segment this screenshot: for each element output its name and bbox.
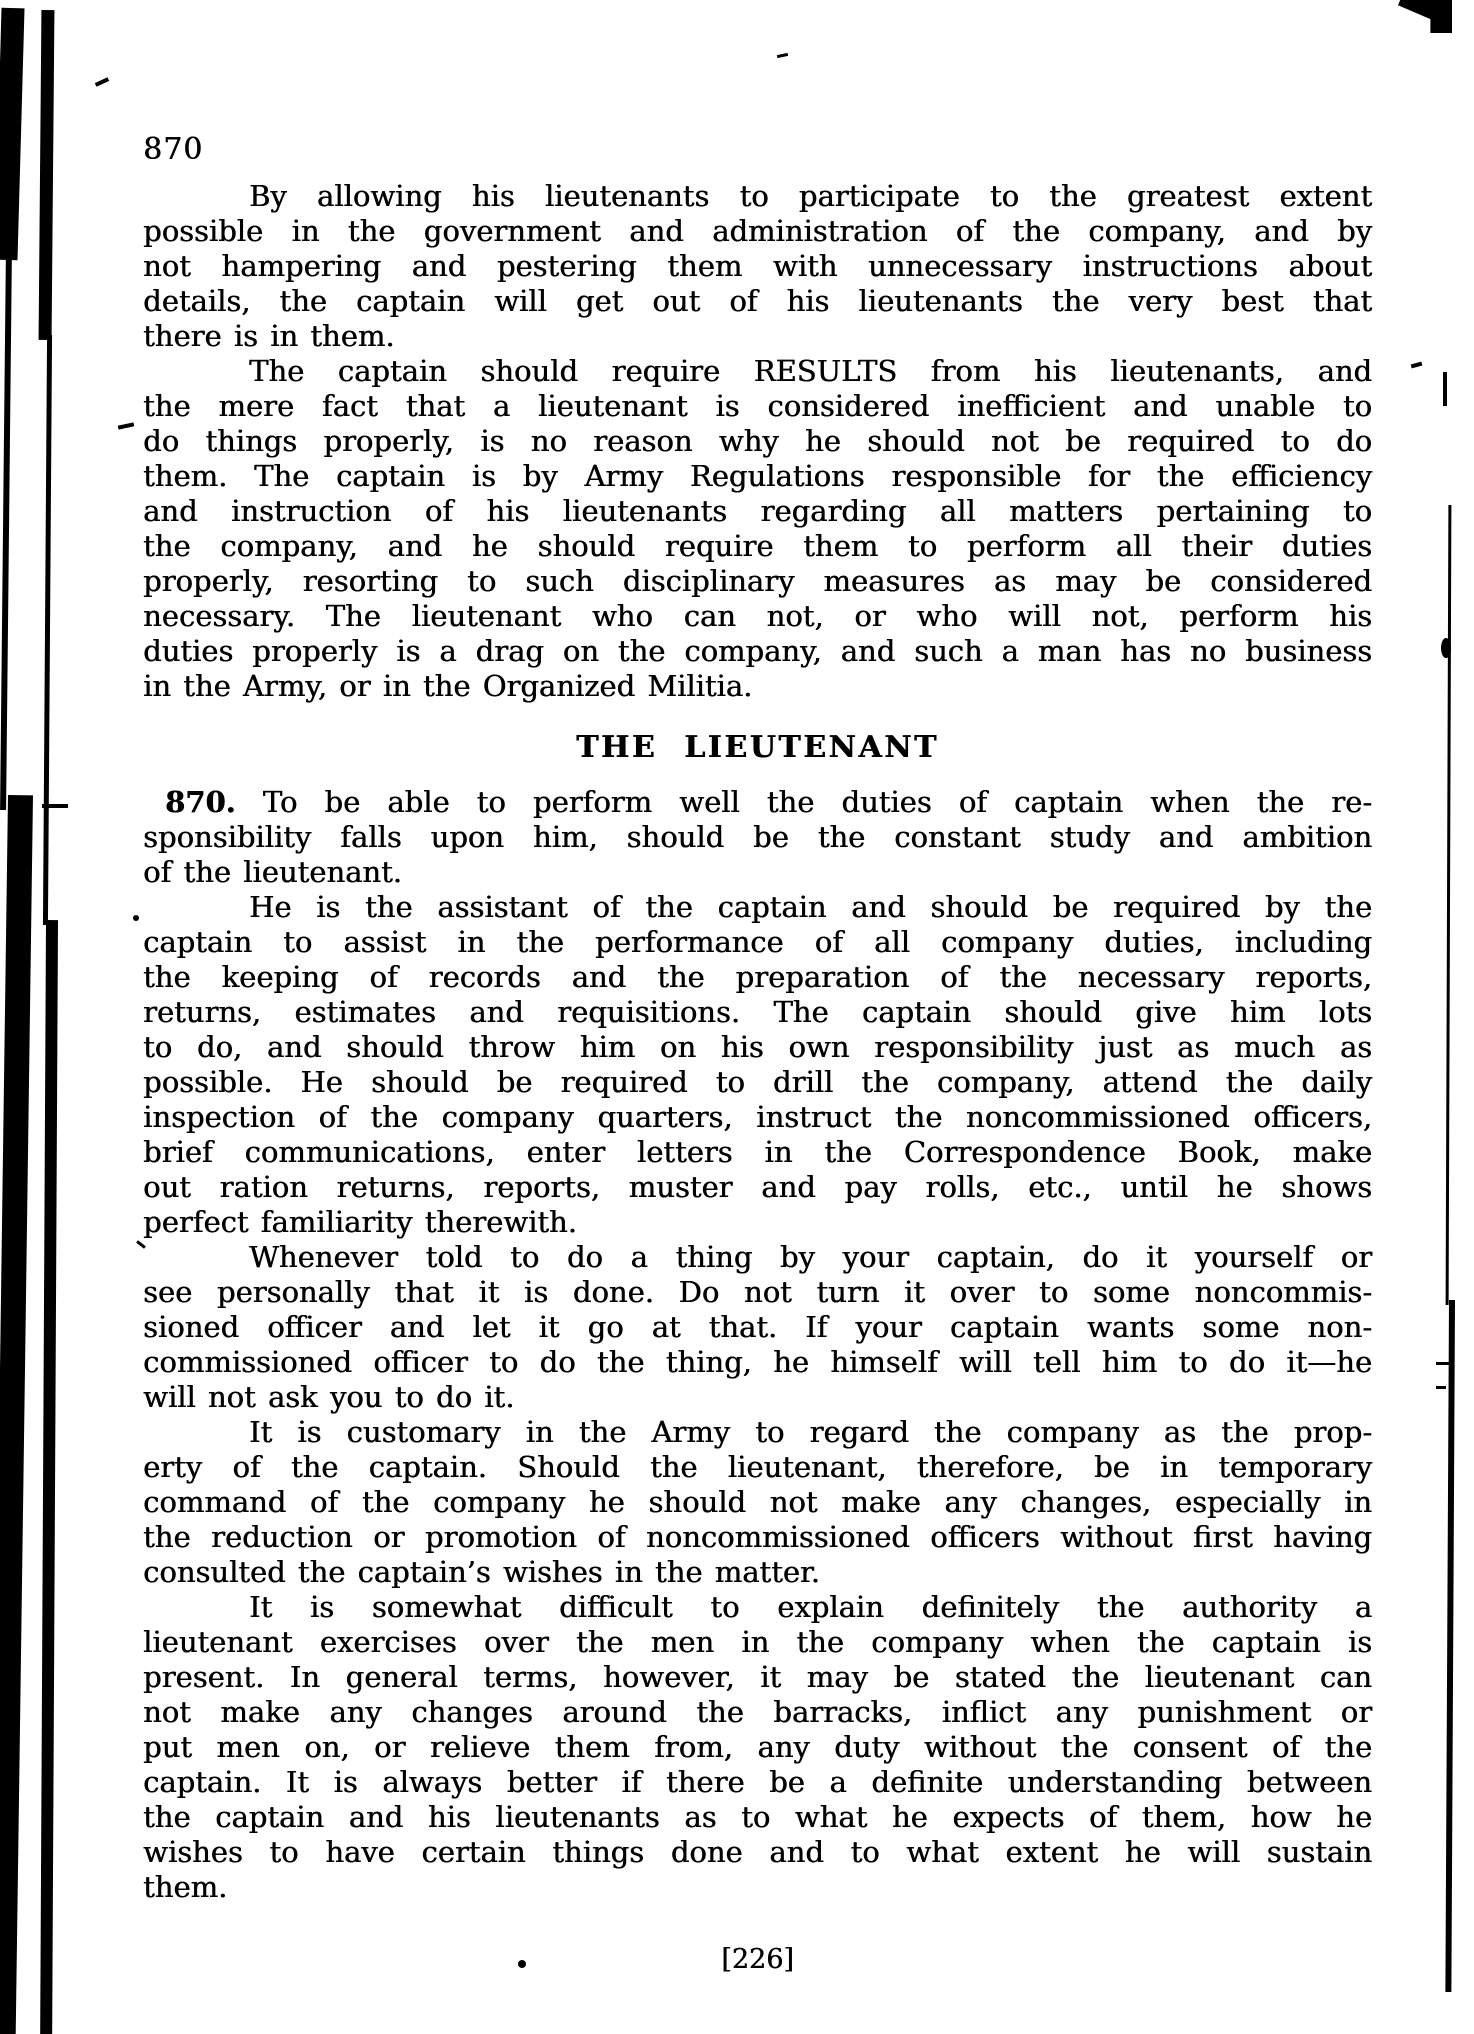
text-line: By allowing his lieutenants to participate to the greatest extent (249, 179, 1372, 213)
scan-artifact-left-outer-bar-bottom (0, 795, 33, 2034)
scan-artifact-right-edge-line-lower (1445, 1300, 1455, 1992)
text-line: the keeping of records and the preparation of the necessary reports, (143, 960, 1372, 994)
text-line: possible in the government and administration of the company, and by (143, 214, 1372, 248)
text-column (143, 132, 1372, 1905)
scan-artifact-left-outer-bar-mid (0, 250, 12, 810)
body-text (143, 179, 1372, 1905)
text-line: them. The captain is by Army Regulations responsible for the efficiency (143, 459, 1372, 493)
text-line: brief communications, enter letters in the Correspondence Book, make (143, 1135, 1372, 1169)
text-line: the company, and he should require them to perform all their duties (143, 529, 1372, 563)
text-line: properly, resorting to such disciplinary measures as may be considered (143, 564, 1372, 598)
text-line: captain. It is always better if there be a definite understanding between (143, 1765, 1372, 1799)
text-line: the mere fact that a lieutenant is considered inefficient and unable to (143, 389, 1372, 423)
text-line: captain to assist in the performance of all company duties, including (143, 925, 1372, 959)
text-line: not make any changes around the barracks, inflict any punishment or (143, 1695, 1372, 1729)
text-line: put men on, or relieve them from, any duty without the consent of the (143, 1730, 1372, 1764)
scan-artifact-corner-wedge (1398, 0, 1452, 33)
scan-artifact-right-hdash-2 (1436, 1386, 1446, 1389)
text-line: inspection of the company quarters, instruct the noncommissioned officers, (143, 1100, 1372, 1134)
text-line: there is in them. (143, 319, 395, 353)
scan-artifact-left-margin-dash (118, 422, 134, 429)
scan-artifact-footer-dot (518, 1960, 526, 1968)
text-line: of the lieutenant. (143, 855, 402, 889)
text-line: perfect familiarity therewith. (143, 1205, 577, 1239)
text-line: wishes to have certain things done and to what extent he will sustain (143, 1835, 1372, 1869)
text-line: consulted the captain’s wishes in the matter. (143, 1555, 820, 1589)
text-line: out ration returns, reports, muster and pay rolls, etc., until he shows (143, 1170, 1372, 1204)
scan-artifact-right-dash (1411, 362, 1423, 369)
text-line: and instruction of his lieutenants regarding all matters pertaining to (143, 494, 1372, 528)
section-heading: THE LIEUTENANT (576, 730, 939, 765)
text-line: 870. To be able to perform well the duties of captain when the re- (165, 785, 1372, 819)
scan-artifact-left-margin-dot (133, 915, 139, 921)
text-line: The captain should require RESULTS from his lieutenants, and (249, 354, 1372, 388)
text-line: will not ask you to do it. (143, 1380, 515, 1414)
page-number: 870 (143, 132, 204, 167)
scan-artifact-right-hdash-1 (1436, 1362, 1449, 1365)
text-line: them. (143, 1870, 228, 1904)
scan-artifact-right-tick (1443, 372, 1447, 406)
text-line: He is the assistant of the captain and should be required by the (249, 890, 1372, 924)
text-line: in the Army, or in the Organized Militia. (143, 669, 753, 703)
text-line: returns, estimates and requisitions. The captain should give him lots (143, 995, 1372, 1029)
scan-artifact-left-hdash (42, 804, 68, 808)
text-line: see personally that it is done. Do not turn it over to some noncommis- (143, 1275, 1372, 1309)
scan-artifact-right-edge-line-upper (1446, 505, 1452, 1305)
text-line: It is somewhat difficult to explain definitely the authority a (249, 1590, 1372, 1624)
scan-artifact-left-inner-bar-mid (43, 335, 52, 925)
text-line: the reduction or promotion of noncommissioned officers without first having (143, 1520, 1372, 1554)
paragraph-number: 870. (165, 785, 236, 819)
scan-artifact-topleft-dash (95, 77, 109, 87)
scan-artifact-left-inner-bar-bottom (40, 920, 58, 2034)
text-line: It is customary in the Army to regard the company as the prop- (249, 1415, 1372, 1449)
scan-artifact-left-inner-bar-top (39, 10, 55, 340)
text-line: do things properly, is no reason why he should not be required to do (143, 424, 1372, 458)
text-line: not hampering and pestering them with unnecessary instructions about (143, 249, 1372, 283)
text-line: the captain and his lieutenants as to what he expects of them, how he (143, 1800, 1372, 1834)
text-line: present. In general terms, however, it may be stated the lieutenant can (143, 1660, 1372, 1694)
scan-artifact-top-dash (777, 53, 788, 58)
scan-artifact-left-outer-bar-top (0, 8, 25, 261)
scan-artifact-right-blob (1441, 638, 1451, 658)
text-line: details, the captain will get out of his lieutenants the very best that (143, 284, 1372, 318)
footer-page-number: [226] (721, 1944, 794, 1975)
text-line: sioned officer and let it go at that. If your captain wants some non- (143, 1310, 1372, 1344)
text-line: Whenever told to do a thing by your captain, do it yourself or (249, 1240, 1372, 1274)
text-line: commissioned officer to do the thing, he himself will tell him to do it—he (143, 1345, 1372, 1379)
text-line: possible. He should be required to drill the company, attend the daily (143, 1065, 1372, 1099)
text-line: erty of the captain. Should the lieutenant, therefore, be in temporary (143, 1450, 1372, 1484)
text-line: necessary. The lieutenant who can not, or who will not, perform his (143, 599, 1372, 633)
text-line: sponsibility falls upon him, should be the constant study and ambition (143, 820, 1372, 854)
text-line: command of the company he should not make any changes, especially in (143, 1485, 1372, 1519)
text-line: to do, and should throw him on his own responsibility just as much as (143, 1030, 1372, 1064)
text-line: duties properly is a drag on the company, and such a man has no business (143, 634, 1372, 668)
text-line: lieutenant exercises over the men in the company when the captain is (143, 1625, 1372, 1659)
